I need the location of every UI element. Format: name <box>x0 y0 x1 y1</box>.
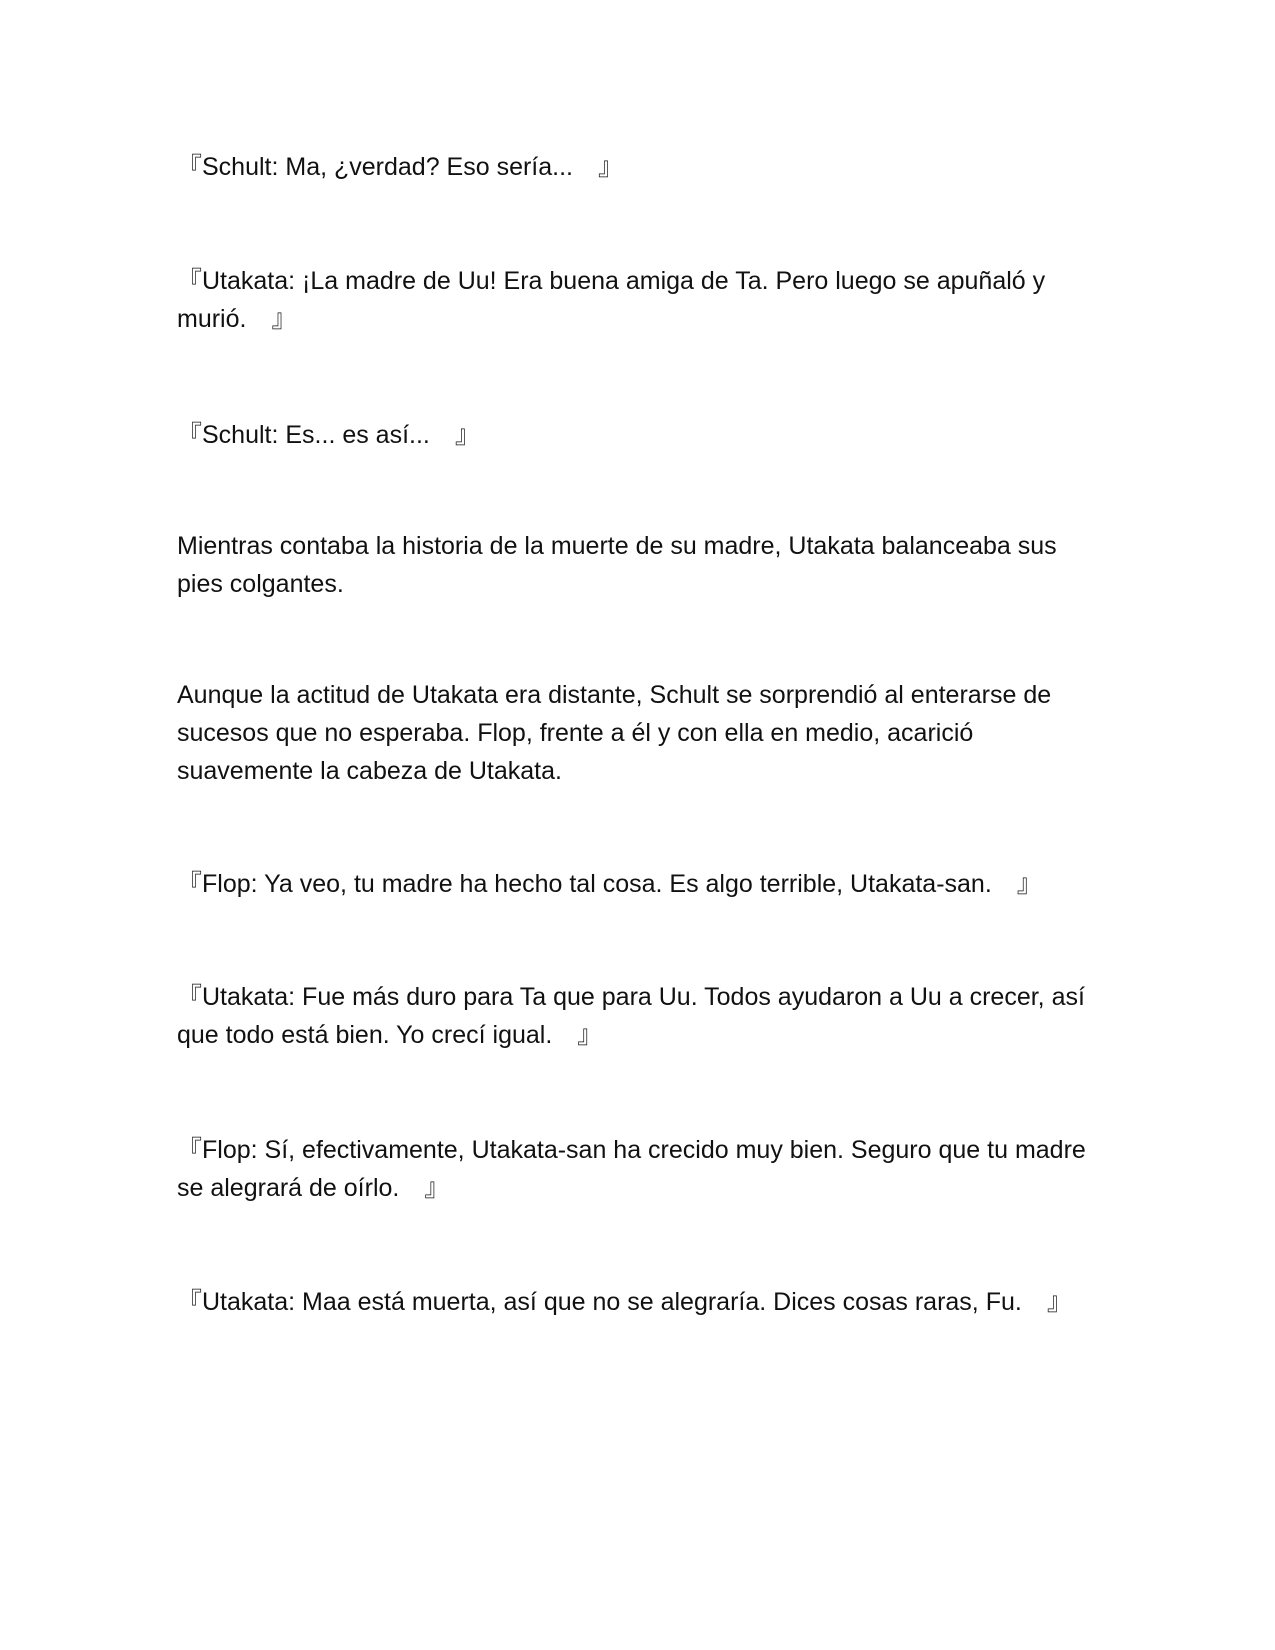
dialogue-flop-1: 『Flop: Ya veo, tu madre ha hecho tal cosa. Es algo terrible, Utakata-san. 』 <box>177 870 1042 898</box>
dialogue-utakata-3: 『Utakata: Maa está muerta, así que no se alegraría. Dices cosas raras, Fu. 』 <box>177 1288 1072 1316</box>
narration-paragraph-1: Mientras contaba la historia de la muerte de su madre, Utakata balanceaba sus pies colgantes. <box>177 532 1057 598</box>
narration-paragraph-2: Aunque la actitud de Utakata era distante, Schult se sorprendió al enterarse de sucesos que no esperaba. Flop, frente a él y con ella en medio, acarició suavemente la cabeza de Utakata. <box>177 681 1052 785</box>
dialogue-utakata-2: 『Utakata: Fue más duro para Ta que para Uu. Todos ayudaron a Uu a crecer, así que todo está bien. Yo crecí igual. 』 <box>177 983 1085 1049</box>
dialogue-flop-2: 『Flop: Sí, efectivamente, Utakata-san ha crecido muy bien. Seguro que tu madre se alegrará de oírlo. 』 <box>177 1136 1086 1202</box>
dialogue-schult-2: 『Schult: Es... es así... 』 <box>177 421 480 449</box>
dialogue-schult-1: 『Schult: Ma, ¿verdad? Eso sería... 』 <box>177 153 623 181</box>
dialogue-utakata-1: 『Utakata: ¡La madre de Uu! Era buena amiga de Ta. Pero luego se apuñaló y murió. 』 <box>177 267 1046 333</box>
